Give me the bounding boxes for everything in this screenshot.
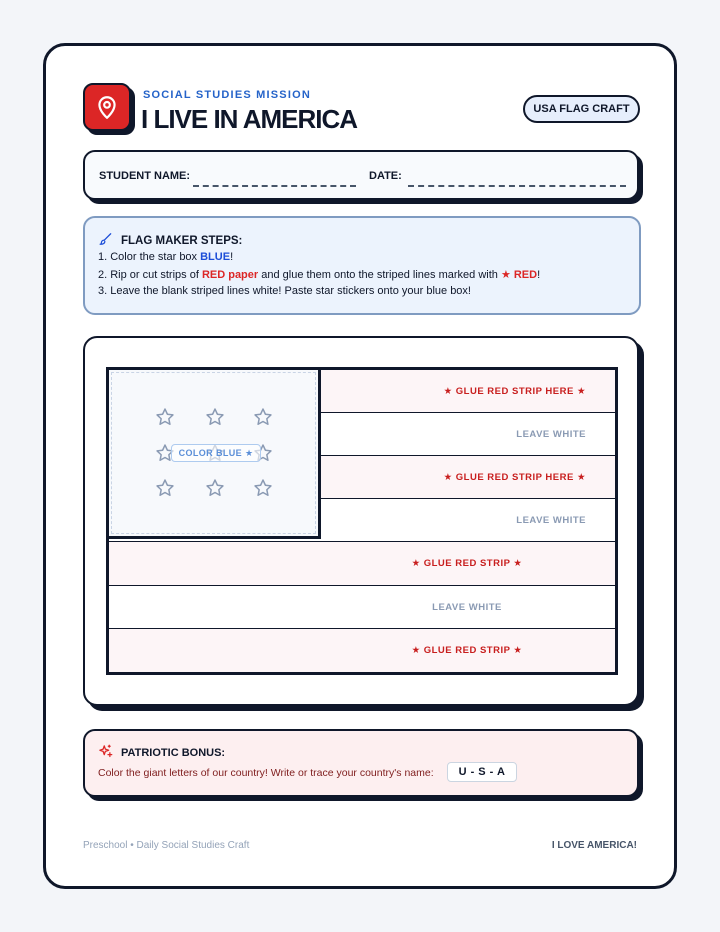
student-name-label: STUDENT NAME: bbox=[99, 170, 191, 182]
step-3: 3. Leave the blank striped lines white! Paste star stickers onto your blue box! bbox=[98, 285, 471, 297]
step-2-red-paper: RED paper bbox=[201, 269, 259, 281]
step-1-end: ! bbox=[230, 251, 234, 263]
step-1 bbox=[98, 251, 233, 263]
stripe-5[interactable]: ★ GLUE RED STRIP ★ bbox=[109, 542, 615, 586]
craft-tag: USA FLAG CRAFT bbox=[523, 95, 640, 123]
step-2-text: 2. Rip or cut strips of bbox=[98, 269, 202, 281]
stripe-1[interactable]: ★ GLUE RED STRIP HERE ★ bbox=[109, 370, 615, 413]
star-outline-icon bbox=[155, 478, 175, 498]
stripe-6[interactable]: LEAVE WHITE bbox=[109, 586, 615, 629]
step-2-middle: and glue them onto the striped lines marked with bbox=[258, 269, 501, 281]
star-outline-icon bbox=[253, 407, 273, 427]
star-box[interactable] bbox=[109, 370, 321, 539]
star-outline-icon bbox=[205, 478, 225, 498]
footer-left: Preschool • Daily Social Studies Craft bbox=[83, 840, 250, 851]
step-1-text: 1. Color the star box bbox=[98, 251, 201, 263]
patriotic-bonus bbox=[83, 729, 639, 797]
step-1-blue: BLUE bbox=[200, 251, 231, 263]
stripe-7[interactable]: ★ GLUE RED STRIP ★ bbox=[109, 629, 615, 672]
step-2-end: ! bbox=[537, 269, 541, 281]
header bbox=[83, 83, 643, 135]
mission-kicker: SOCIAL STUDIES MISSION bbox=[143, 89, 311, 101]
sparkle-icon bbox=[98, 744, 113, 762]
paintbrush-icon bbox=[99, 232, 113, 249]
steps-heading bbox=[99, 232, 242, 249]
step-2-red-mark: ★ RED bbox=[500, 269, 538, 281]
star-outline-icon bbox=[253, 478, 273, 498]
color-blue-label: COLOR BLUE ★ bbox=[171, 444, 261, 462]
flag-card bbox=[83, 336, 639, 706]
step-2 bbox=[98, 268, 540, 281]
flag-maker-steps bbox=[83, 216, 641, 315]
page-title: I LIVE IN AMERICA bbox=[141, 104, 358, 134]
star-outline-icon bbox=[205, 407, 225, 427]
stripe-3[interactable]: ★ GLUE RED STRIP HERE ★ bbox=[109, 456, 615, 499]
name-date-bar bbox=[83, 150, 639, 200]
stripe-4[interactable]: LEAVE WHITE bbox=[109, 499, 615, 542]
bonus-heading bbox=[98, 744, 225, 762]
bonus-instructions: Color the giant letters of our country! Write or trace your country's name: bbox=[98, 767, 434, 779]
flag-template bbox=[106, 367, 618, 675]
footer-right: I LOVE AMERICA! bbox=[551, 840, 637, 851]
date-label: DATE: bbox=[369, 170, 402, 182]
bonus-heading-text: PATRIOTIC BONUS: bbox=[121, 747, 226, 759]
star-outline-icon bbox=[155, 407, 175, 427]
steps-heading-text: FLAG MAKER STEPS: bbox=[121, 234, 243, 247]
student-name-line[interactable] bbox=[193, 185, 356, 187]
stripe-2[interactable]: LEAVE WHITE bbox=[109, 413, 615, 456]
worksheet bbox=[43, 43, 677, 889]
date-line[interactable] bbox=[408, 185, 626, 187]
country-name-box[interactable]: U - S - A bbox=[447, 762, 517, 782]
map-pin-icon bbox=[83, 83, 131, 131]
